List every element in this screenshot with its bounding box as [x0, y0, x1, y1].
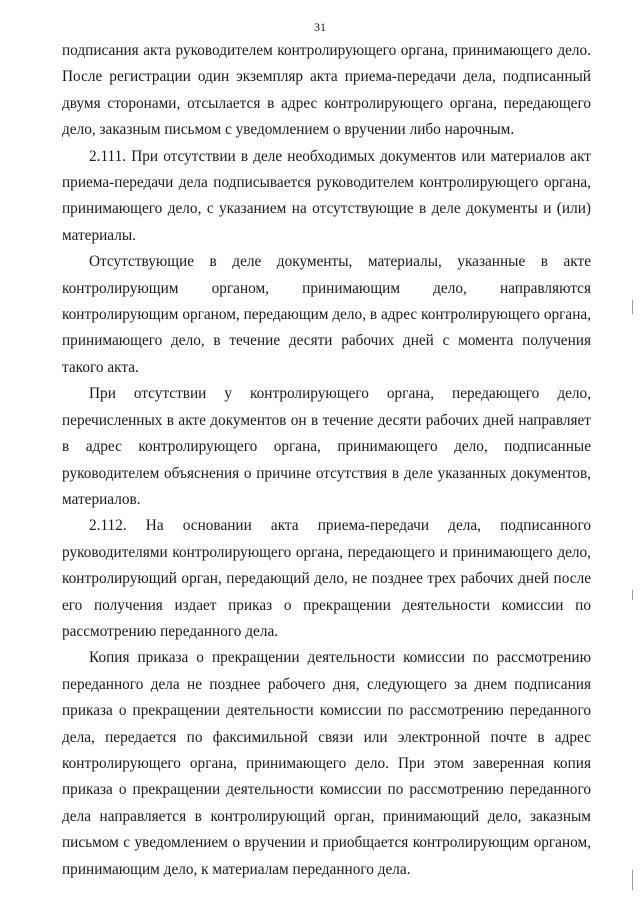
scan-edge-mark [632, 300, 633, 314]
paragraph-2-112: 2.112. На основании акта приема-передачи дела, подписанного руководителями контролирующего органа, передающего и принимающего дело, контролирующий орган, передающий дело, не позднее трех рабочих дней после его получения издает приказ о прекращении деятельности комиссии по рассмотрению переданного дела. [62, 517, 591, 640]
paragraph-continuation: подписания акта руководителем контролирующего органа, принимающего дело. После регистрации один экземпляр акта приема-передачи дела, подписанный двумя сторонами, отсылается в адрес контролирующего органа, передающего дело, заказным письмом с уведомлением о вручении либо нарочным. [62, 42, 591, 139]
document-body [62, 38, 591, 883]
paragraph-order-copy: Копия приказа о прекращении деятельности комиссии по рассмотрению переданного дела не позднее рабочего дня, следующего за днем подписания приказа о прекращении деятельности комиссии по рассмотрению переданного дела, передается по факсимильной связи или электронной почте в адрес контролирующего органа, принимающего дело. При этом заверенная копия приказа о прекращении деятельности комиссии по рассмотрению переданного дела направляется в контролирующий орган, принимающий дело, заказным письмом с уведомлением о вручении и приобщается контролирующим органом, принимающим дело, к материалам переданного дела. [62, 649, 591, 878]
paragraph-missing-documents: Отсутствующие в деле документы, материалы, указанные в акте контролирующим органом, принимающим дело, направляются контролирующим органом, передающим дело, в адрес контролирующего органа, принимающего дело, в течение десяти рабочих дней с момента получения такого акта. [62, 253, 591, 376]
scan-edge-mark [632, 870, 633, 890]
paragraph-2-111: 2.111. При отсутствии в деле необходимых документов или материалов акт приема-передачи дела подписывается руководителем контролирующего органа, принимающего дело, с указанием на отсутствующие в деле документы и (или) материалы. [62, 147, 591, 244]
paragraph-explanations: При отсутствии у контролирующего органа, передающего дело, перечисленных в акте документов он в течение десяти рабочих дней направляет в адрес контролирующего органа, принимающего дело, подписанные руководителем объяснения о причине отсутствия в деле указанных документов, материалов. [62, 385, 591, 508]
page-number: 31 [314, 20, 326, 34]
scan-edge-mark [632, 590, 633, 600]
